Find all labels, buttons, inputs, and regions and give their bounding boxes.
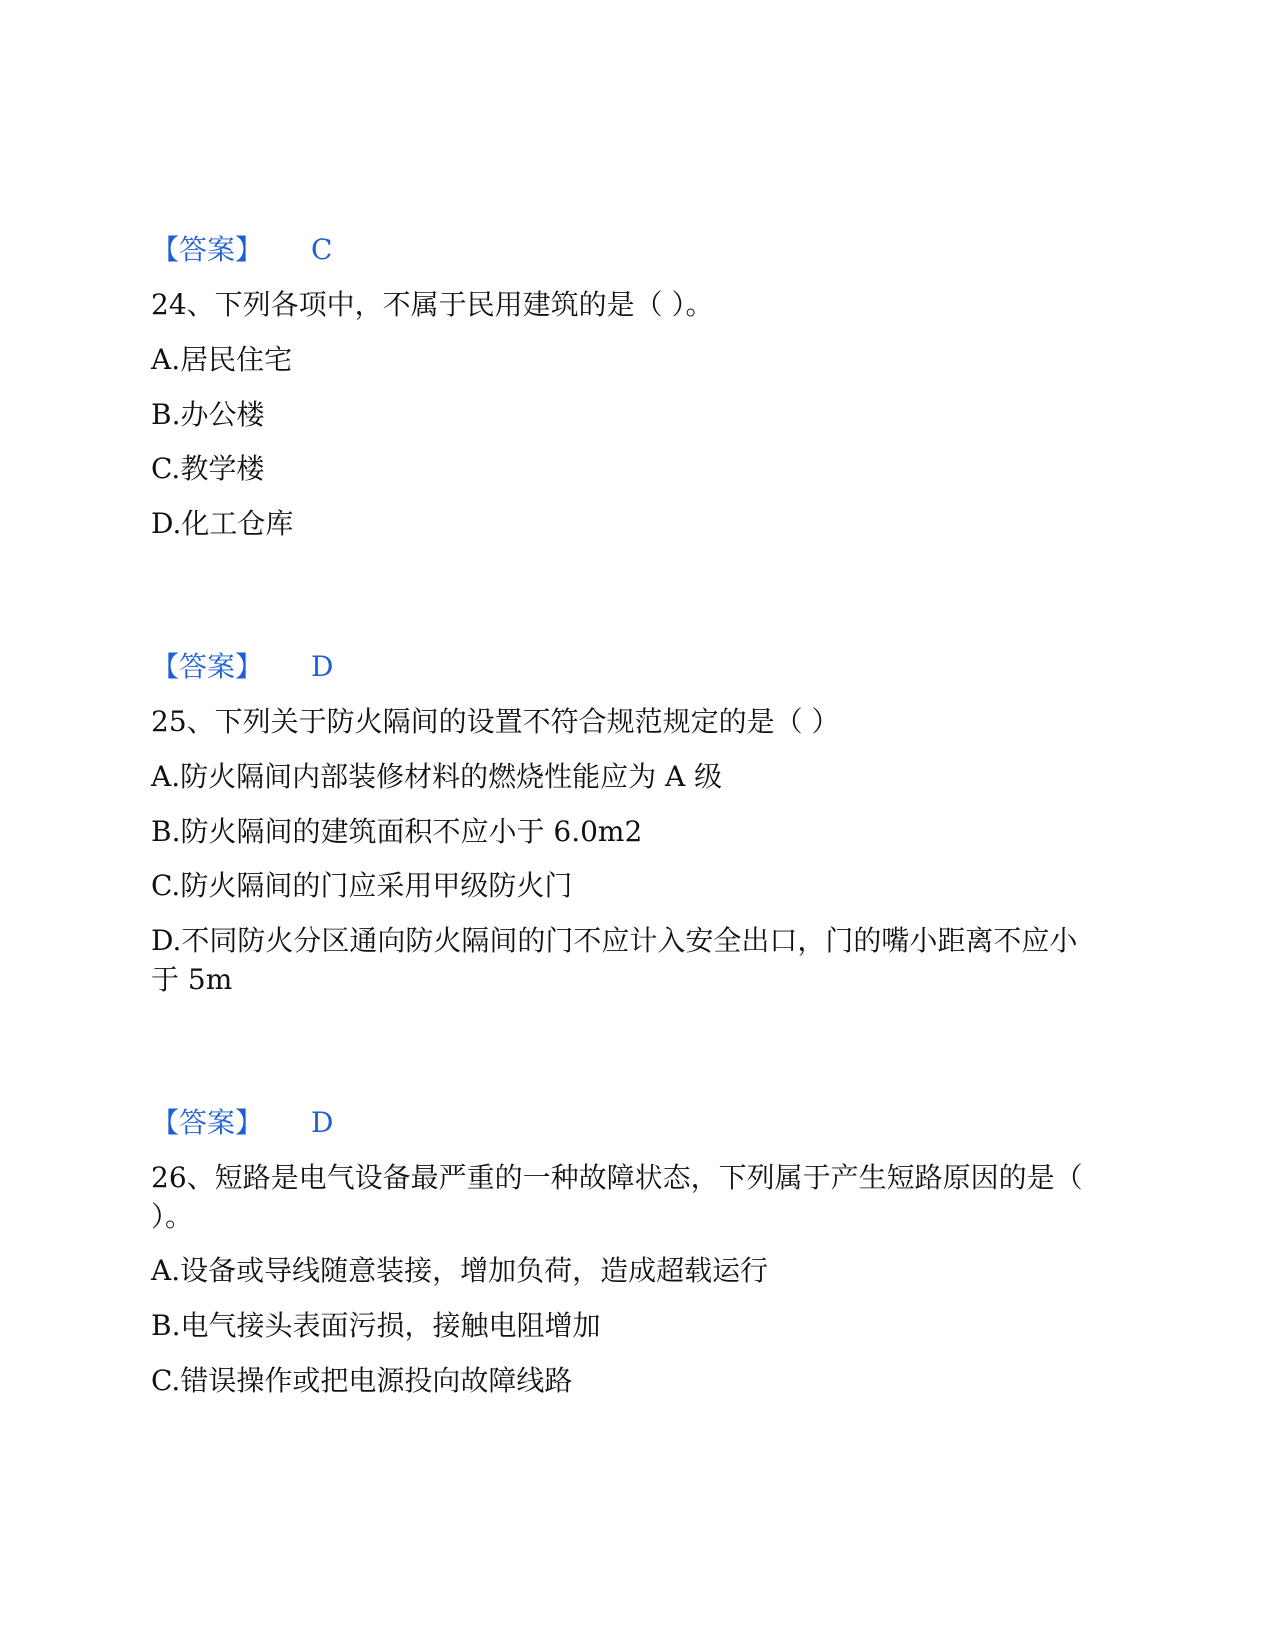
option-c: C.教学楼: [151, 452, 265, 485]
answer-line-3: [151, 1103, 333, 1143]
question-stem-26-continued: ）。: [151, 1200, 194, 1233]
answer-line-1: [151, 230, 332, 270]
answer-label: 【答案】: [151, 233, 264, 266]
answer-value: D: [311, 650, 334, 683]
option-c: C.错误操作或把电源投向故障线路: [151, 1364, 573, 1397]
option-a: A.防火隔间内部装修材料的燃烧性能应为 A 级: [151, 760, 723, 793]
option-d: D.不同防火分区通向防火隔间的门不应计入安全出口，门的嘴小距离不应小: [151, 924, 1078, 957]
answer-line-2: [151, 647, 333, 687]
answer-label: 【答案】: [151, 650, 264, 683]
question-stem-26: 26、短路是电气设备最严重的一种故障状态，下列属于产生短路原因的是（: [151, 1161, 1083, 1194]
option-d-continued: 于 5m: [151, 963, 233, 996]
option-b: B.防火隔间的建筑面积不应小于 6.0m2: [151, 815, 643, 848]
answer-value: D: [311, 1106, 334, 1139]
option-d: D.化工仓库: [151, 507, 294, 540]
answer-value: C: [311, 233, 333, 266]
option-b: B.电气接头表面污损，接触电阻增加: [151, 1309, 601, 1342]
question-stem-25: 25、下列关于防火隔间的设置不符合规范规定的是（ ）: [151, 705, 840, 738]
option-a: A.设备或导线随意装接，增加负荷，造成超载运行: [151, 1254, 769, 1287]
option-b: B.办公楼: [151, 398, 265, 431]
option-a: A.居民住宅: [151, 343, 293, 376]
question-stem-24: 24、下列各项中，不属于民用建筑的是（ ）。: [151, 288, 714, 321]
answer-label: 【答案】: [151, 1106, 264, 1139]
option-c: C.防火隔间的门应采用甲级防火门: [151, 869, 573, 902]
